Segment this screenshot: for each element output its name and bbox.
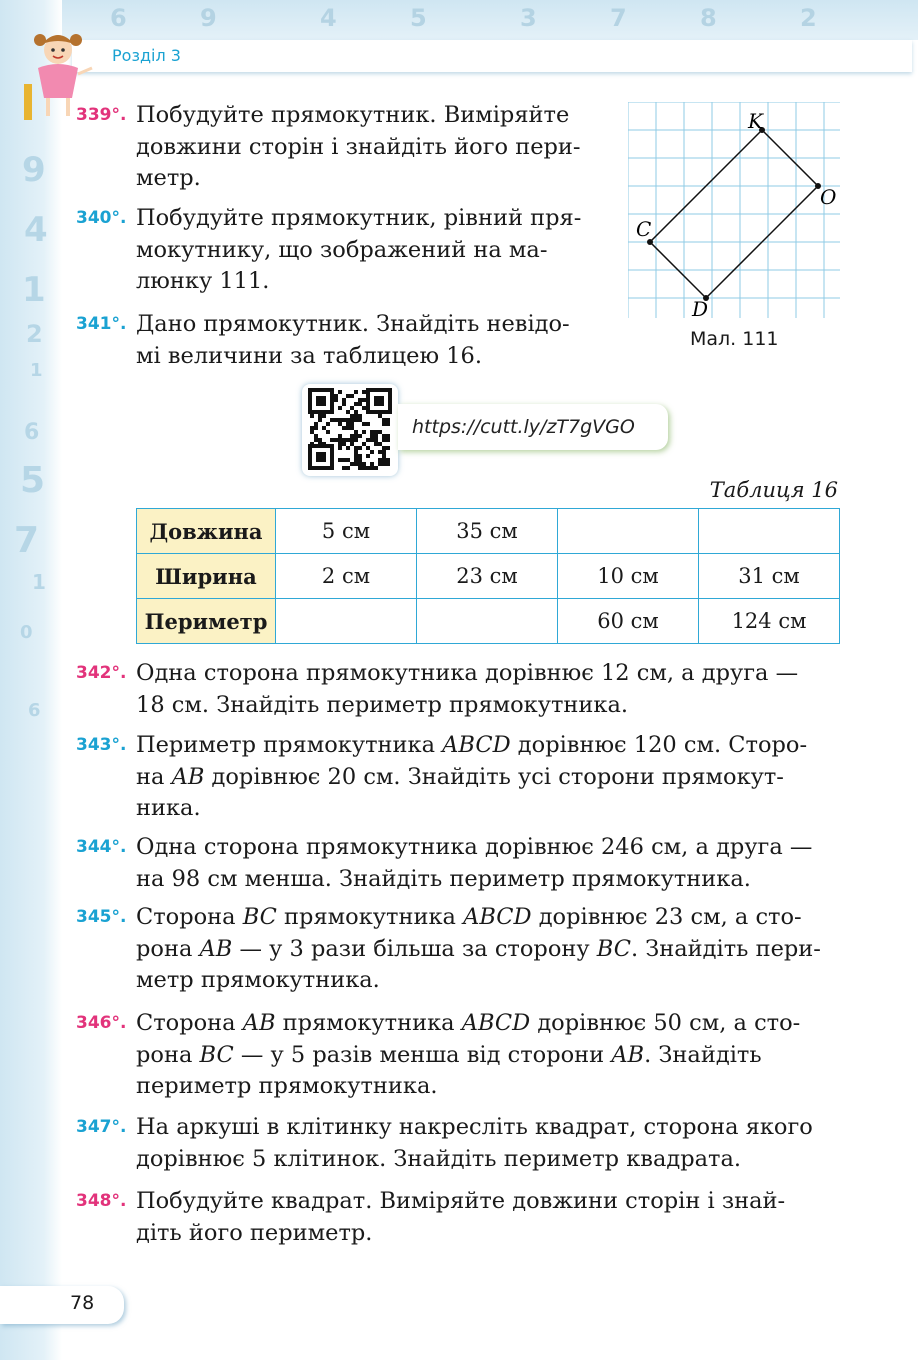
text-line: довжини сторін і знайдіть його пери- (136, 133, 581, 160)
decor-digit: 1 (22, 270, 46, 310)
problem-number: 344°. (76, 837, 127, 857)
decor-digit: 6 (28, 700, 41, 721)
problem-number: 339°. (76, 105, 127, 125)
figure-caption: Мал. 111 (690, 328, 779, 350)
problem-text (136, 730, 838, 825)
text-line: Побудуйте прямокутник. Виміряйте (136, 102, 570, 128)
problem-text (136, 309, 666, 372)
table-row (137, 509, 840, 554)
decor-digit: 6 (110, 4, 127, 32)
qr-code[interactable] (302, 384, 398, 476)
text-line: Побудуйте квадрат. Виміряйте довжини сторін і знай- (136, 1188, 786, 1214)
text-line: на 98 см менша. Знайдіть периметр прямокутника. (136, 865, 751, 892)
page-number-tab (0, 1286, 124, 1324)
problem-number: 341°. (76, 314, 127, 334)
problem-text (136, 832, 838, 895)
table-cell: 60 см (558, 599, 699, 644)
text-line: Одна сторона прямокутника дорівнює 246 см, а друга — (136, 834, 813, 860)
section-title: Розділ 3 (112, 46, 181, 65)
table-title: Таблиця 16 (709, 478, 838, 502)
text-line: Дано прямокутник. Знайдіть невідо- (136, 311, 570, 337)
decor-digit: 4 (24, 210, 48, 250)
row-header: Периметр (137, 599, 276, 644)
left-decor-strip (0, 0, 62, 1360)
label-d: D (692, 297, 709, 321)
resource-link[interactable]: https://cutt.ly/zT7gVGO (398, 404, 668, 450)
table-cell: 35 см (417, 509, 558, 554)
text-line: мокутнику, що зображений на ма- (136, 236, 548, 263)
text-line: метр. (136, 165, 201, 191)
decor-digit: 2 (800, 4, 817, 32)
table-cell (699, 509, 840, 554)
problem-number: 340°. (76, 208, 127, 228)
text-line: Сторона AB прямокутника ABCD дорівнює 50 см, а сто- (136, 1010, 801, 1036)
table-row (137, 554, 840, 599)
decor-digit: 9 (200, 4, 217, 32)
problem-number: 345°. (76, 907, 127, 927)
table-cell: 5 см (276, 509, 417, 554)
text-line: периметр прямокутника. (136, 1073, 438, 1099)
table-cell: 23 см (417, 554, 558, 599)
label-k: K (748, 109, 763, 133)
table-cell: 10 см (558, 554, 699, 599)
text-line: Одна сторона прямокутника дорівнює 12 см, а друга — (136, 660, 799, 686)
text-line: Периметр прямокутника ABCD дорівнює 120 см. Сторо- (136, 732, 808, 758)
grid-lines (628, 102, 840, 318)
row-header: Довжина (137, 509, 276, 554)
decor-digit: 7 (610, 4, 627, 32)
table-cell: 31 см (699, 554, 840, 599)
problem-number: 342°. (76, 663, 127, 683)
text-line: дорівнює 5 клітинок. Знайдіть периметр квадрата. (136, 1145, 742, 1172)
problem-number: 348°. (76, 1191, 127, 1211)
decor-digit: 9 (22, 150, 46, 190)
table-cell: 2 см (276, 554, 417, 599)
problem-text (136, 1186, 838, 1249)
label-o: O (820, 185, 837, 209)
text-line: метр прямокутника. (136, 967, 380, 993)
table-row (137, 599, 840, 644)
text-line: діть його периметр. (136, 1219, 373, 1246)
qr-code-icon (302, 384, 398, 476)
text-line: рона BC — у 5 разів менша від сторони AB. Знайдіть (136, 1041, 762, 1068)
problem-number: 343°. (76, 735, 127, 755)
text-line: на AB дорівнює 20 см. Знайдіть усі сторони прямокут- (136, 763, 784, 790)
decor-digit: 5 (20, 460, 46, 501)
decor-digit: 4 (320, 4, 337, 32)
section-header-bar (72, 40, 912, 72)
text-line: мі величини за таблицею 16. (136, 342, 482, 369)
decor-digit: 1 (30, 360, 43, 381)
decor-digit: 8 (700, 4, 717, 32)
table-16 (136, 508, 840, 644)
label-c: C (636, 217, 652, 241)
problem-text (136, 1008, 838, 1103)
decor-digit: 5 (410, 4, 427, 32)
decor-digit: 6 (24, 420, 40, 445)
text-line: На аркуші в клітинку накресліть квадрат, сторона якого (136, 1114, 813, 1140)
decor-digit: 7 (14, 520, 40, 561)
problem-number: 346°. (76, 1013, 127, 1033)
text-line: Сторона BC прямокутника ABCD дорівнює 23 см, а сто- (136, 904, 802, 930)
text-line: ника. (136, 795, 201, 821)
decor-digit: 0 (20, 622, 33, 643)
problem-text (136, 1112, 838, 1175)
text-line: Побудуйте прямокутник, рівний пря- (136, 205, 582, 231)
table-cell (558, 509, 699, 554)
text-line: рона AB — у 3 рази більша за сторону BC. Знайдіть пери- (136, 935, 821, 962)
table-cell: 124 см (699, 599, 840, 644)
page-number: 78 (70, 1292, 95, 1314)
table-cell (276, 599, 417, 644)
text-line: люнку 111. (136, 268, 270, 294)
decor-digit: 1 (32, 570, 46, 594)
text-line: 18 см. Знайдіть периметр прямокутника. (136, 691, 629, 718)
problem-text (136, 100, 666, 195)
problem-number: 347°. (76, 1117, 127, 1137)
problem-text (136, 658, 838, 721)
decor-digit: 2 (26, 320, 43, 348)
top-decor-strip (0, 0, 918, 40)
row-header: Ширина (137, 554, 276, 599)
decor-digit: 3 (520, 4, 537, 32)
problem-text (136, 203, 666, 298)
problem-text (136, 902, 838, 997)
figure-111 (628, 102, 840, 324)
table-cell (417, 599, 558, 644)
